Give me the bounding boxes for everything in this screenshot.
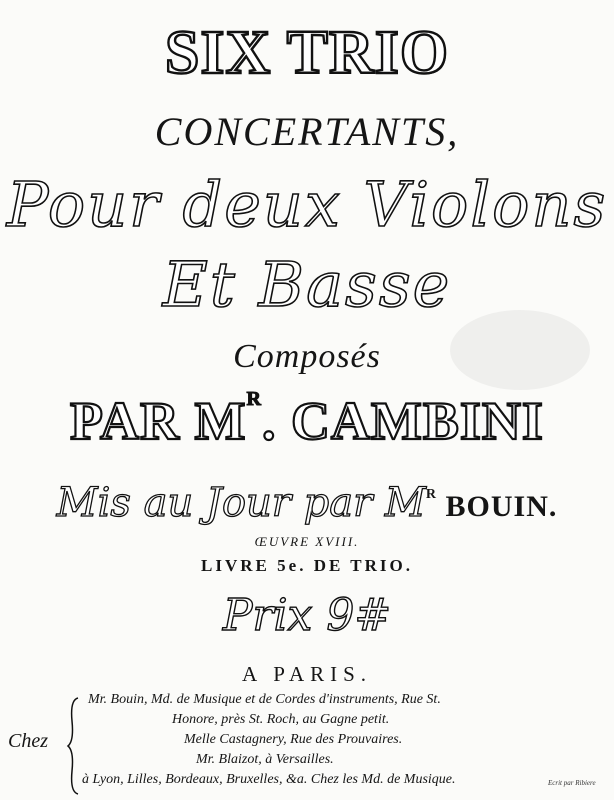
address-line: Melle Castagnery, Rue des Prouvaires. — [184, 732, 403, 747]
address-line: Mr. Bouin, Md. de Musique et de Cordes d'instruments, Rue St. — [88, 692, 441, 707]
price: Prix 9# — [222, 590, 392, 641]
address-line: à Lyon, Lilles, Bordeaux, Bruxelles, &a. Chez les Md. de Musique. — [82, 772, 456, 787]
instrumentation-line-1: Pour deux Violons — [6, 168, 608, 241]
publisher-superscript: R — [425, 487, 438, 502]
city: A PARIS. — [241, 662, 373, 686]
main-title: SIX TRIO — [164, 19, 450, 87]
chez-label: Chez — [8, 730, 48, 752]
address-line: Mr. Blaizot, à Versailles. — [196, 752, 334, 767]
address-block — [82, 690, 588, 790]
brace-icon — [66, 696, 80, 796]
instrumentation-line-2: Et Basse — [162, 248, 452, 321]
composer-name: . CAMBINI — [261, 391, 544, 451]
composer-prefix: PAR M — [70, 391, 247, 451]
address-line: Honore, près St. Roch, au Gagne petit. — [172, 712, 390, 727]
book-number: LIVRE 5e. DE TRIO. — [201, 556, 413, 575]
composer-line — [0, 388, 614, 452]
publisher-name: BOUIN. — [437, 490, 558, 523]
opus-number: ŒUVRE XVIII. — [254, 534, 360, 549]
subtitle: CONCERTANTS, — [154, 109, 460, 154]
composer-superscript: R — [246, 388, 262, 410]
engraver-credit: Ecrit par Ribiere — [548, 779, 596, 787]
publisher-line — [0, 480, 614, 526]
publisher-script: Mis au Jour par M — [56, 480, 426, 526]
composed-label: Composés — [233, 338, 381, 375]
